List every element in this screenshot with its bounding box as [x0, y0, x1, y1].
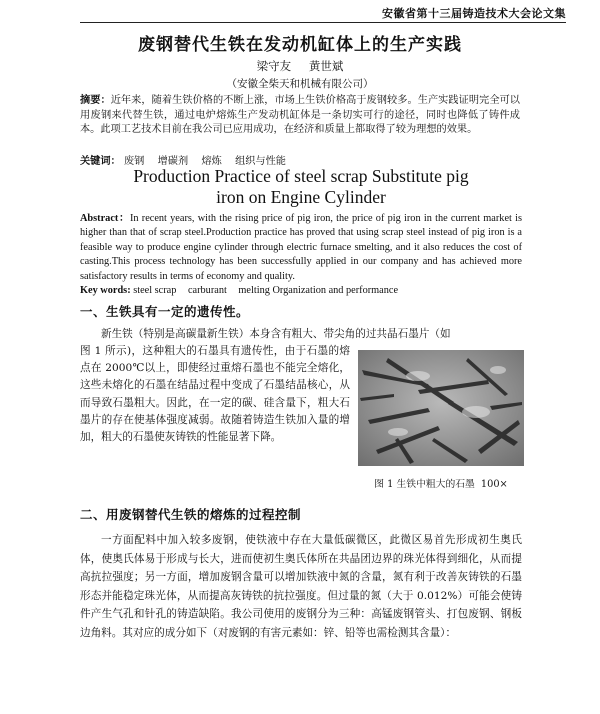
- header-rule: [80, 22, 566, 23]
- section-1-heading: 一、生铁具有一定的遗传性。: [80, 304, 250, 319]
- abstract-en-text: In recent years, with the rising price of pig iron, the price of pig iron in the current market is higher than that of scrap steel.Production practice has proved that using scrap steel instead of pig iron is a feasible way to produce engine cylinder through electric furnace smelting, and it also reduces the cost of casting.This process technology has been successfully applied in our company and has achieved more satisfactory results in terms of economy and quality.: [80, 213, 522, 282]
- running-head: 安徽省第十三届铸造技术大会论文集: [382, 7, 566, 20]
- abstract-en-label: Abstract：: [80, 213, 130, 224]
- graphite-micrograph-image: [358, 350, 524, 466]
- keywords-cn-label: 关键词：: [80, 156, 121, 167]
- abstract-chinese: [80, 94, 520, 138]
- title-chinese: 废钢替代生铁在发动机缸体上的生产实践: [138, 35, 462, 55]
- author-2: 黄世斌: [308, 59, 344, 73]
- section-2-paragraph: 一方面配料中加入较多废钢，使铁液中存在大量低碳微区，此微区易首先形成初生奥氏体，使奥氏体易于形成与长大，进而使初生奥氏体所在共晶团边界的珠光体得到细化，从而提高抗拉强度；另一方面，增加废钢含量可以增加铁液中氮的含量，氮有利于改善灰铸铁的石墨形态并能稳定珠光体，从而提高灰铸铁的抗拉强度。但过量的氮（大于 0.012%）可能会使铸件产生气孔和针孔的铸造缺陷。我公司使用的废钢分为三种：高锰废钢管头、打包废钢、钢板边角料。其对应的成分如下（对废钢的有害元素如：锌、铅等也需检测其含量）：: [80, 534, 522, 639]
- title-english: Production Practice of steel scrap Substitute pig iron on Engine Cylinder: [133, 166, 469, 207]
- keyword-cn: 熔炼: [201, 156, 222, 167]
- figure-1-caption: [358, 476, 524, 490]
- author-1: 梁守友: [256, 59, 292, 73]
- keywords-chinese: [80, 152, 520, 167]
- authors: [0, 58, 600, 74]
- abstract-english: [80, 212, 522, 284]
- keyword-cn: 废钢: [124, 156, 145, 167]
- abstract-cn-text: 近年来，随着生铁价格的不断上涨，市场上生铁价格高于废钢较多。生产实践证明完全可以用废钢来代替生铁，通过电炉熔炼生产发动机缸体是一条切实可行的途径，同时也降低了铸件成本。此项工艺技术目前在我公司已应用成功，在经济和质量上都取得了较为理想的效果。: [80, 95, 520, 136]
- figure-caption-text: 图 1 生铁中粗大的石墨: [374, 479, 475, 490]
- keyword-en: carburant: [187, 285, 227, 296]
- section-1-paragraph-line-1: 新生铁（特别是高碳量新生铁）本身含有粗大、带尖角的过共晶石墨片（如: [101, 328, 451, 340]
- keyword-cn: 组织与性能: [235, 156, 286, 167]
- figure-magnification: 100×: [480, 479, 508, 490]
- keywords-english: [80, 285, 522, 296]
- keyword-en: steel scrap: [133, 285, 177, 296]
- keyword-en: melting Organization and performance: [238, 285, 399, 296]
- figure-1-micrograph: [358, 350, 524, 466]
- abstract-cn-label: 摘要：: [80, 95, 111, 106]
- affiliation: （安徽全柴天和机械有限公司）: [226, 78, 374, 90]
- keywords-en-label: Key words:: [80, 285, 131, 296]
- section-1-paragraph: 图 1 所示)，这种粗大的石墨具有遗传性，由于石墨的熔点在 2000℃以上，即使经过重熔石墨也不能完全熔化，这些未熔化的石墨在结晶过程中变成了石墨结晶核心，从而导致石墨粗大。因此，在一定的碳、硅含量下，粗大石墨片的存在使基体强度减弱。故随着铸造生铁加入量的增加，粗大的石墨使灰铸铁的性能显著下降。: [80, 345, 350, 444]
- keyword-cn: 增碳剂: [157, 156, 189, 167]
- section-2-heading: 二、用废钢替代生铁的熔炼的过程控制: [80, 507, 302, 522]
